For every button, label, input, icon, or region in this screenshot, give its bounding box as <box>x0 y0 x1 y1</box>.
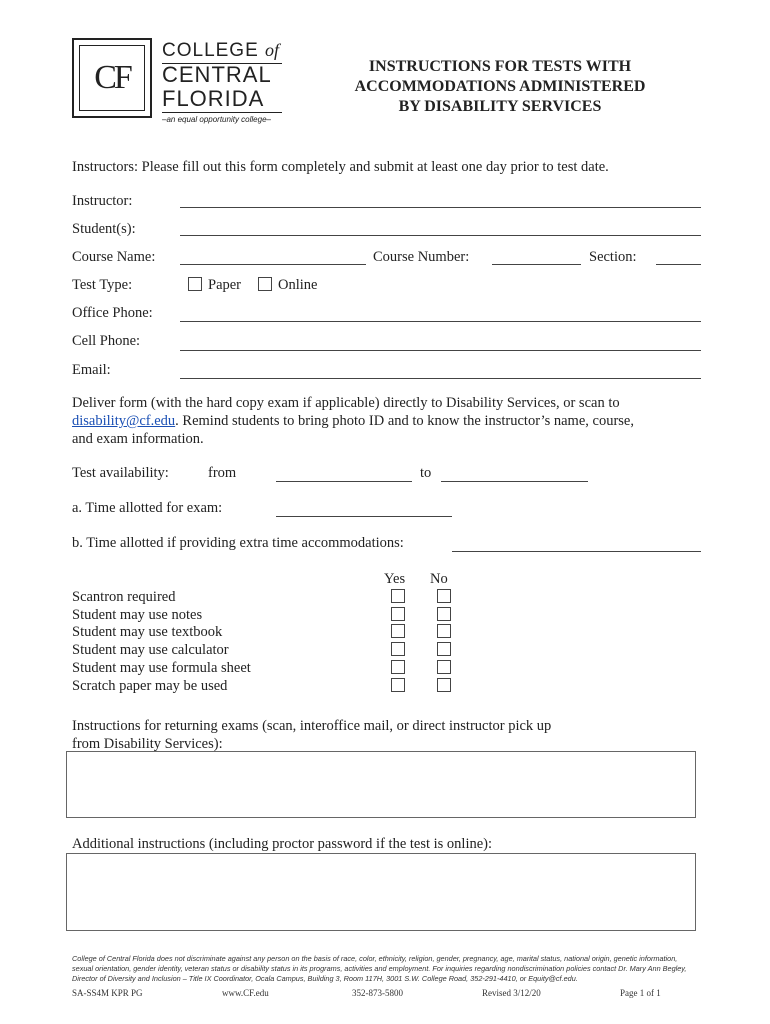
calculator-no-checkbox[interactable] <box>437 642 451 656</box>
deliver-line-2-text: . Remind students to bring photo ID and to know the instructor’s name, course, <box>175 413 634 429</box>
paper-label: Paper <box>208 277 242 293</box>
scantron-yes-checkbox[interactable] <box>391 589 405 603</box>
option-formula-sheet: Student may use formula sheet <box>72 660 251 676</box>
disability-email-link[interactable]: disability@cf.edu <box>72 413 176 429</box>
office-phone-field[interactable] <box>180 321 701 322</box>
additional-instructions-textarea[interactable] <box>66 853 696 931</box>
email-field[interactable] <box>180 378 701 379</box>
college-logo <box>72 38 152 118</box>
textbook-yes-checkbox[interactable] <box>391 624 405 638</box>
additional-instructions-label: Additional instructions (including proctor password if the test is online): <box>72 836 493 852</box>
notes-no-checkbox[interactable] <box>437 607 451 621</box>
formula-sheet-yes-checkbox[interactable] <box>391 660 405 674</box>
extra-time-label: b. Time allotted if providing extra time accommodations: <box>72 535 404 551</box>
cell-phone-label: Cell Phone: <box>72 333 141 349</box>
textbook-no-checkbox[interactable] <box>437 624 451 638</box>
deliver-line-2 <box>72 413 634 430</box>
online-checkbox[interactable] <box>258 277 272 291</box>
footer-page-number: Page 1 of 1 <box>620 988 661 998</box>
availability-to-field[interactable] <box>441 481 588 482</box>
test-type-label: Test Type: <box>72 277 133 293</box>
form-code: SA-SS4M KPR PG <box>72 988 143 998</box>
availability-from-label: from <box>208 465 237 481</box>
yes-column-header: Yes <box>384 571 406 587</box>
email-label: Email: <box>72 362 111 378</box>
students-label: Student(s): <box>72 221 136 237</box>
scratch-paper-no-checkbox[interactable] <box>437 678 451 692</box>
logo-word-college <box>162 40 279 62</box>
option-calculator: Student may use calculator <box>72 642 229 658</box>
return-instructions-line-1: Instructions for returning exams (scan, interoffice mail, or direct instructor pick up <box>72 718 552 734</box>
calculator-yes-checkbox[interactable] <box>391 642 405 656</box>
option-notes: Student may use notes <box>72 607 203 623</box>
return-instructions-textarea[interactable] <box>66 751 696 818</box>
logo-college-text: COLLEGE <box>162 40 259 61</box>
course-name-field[interactable] <box>180 264 366 265</box>
section-field[interactable] <box>656 264 701 265</box>
footer-website: www.CF.edu <box>222 988 269 998</box>
availability-label: Test availability: <box>72 465 169 481</box>
deliver-line-3: and exam information. <box>72 431 204 447</box>
course-number-field[interactable] <box>492 264 581 265</box>
formula-sheet-no-checkbox[interactable] <box>437 660 451 674</box>
availability-to-label: to <box>420 465 432 481</box>
logo-divider <box>162 112 282 113</box>
nondiscrimination-notice: College of Central Florida does not discriminate against any person on the basis of race, color, ethnicity, religion, gender, pregnancy, age, marital status, national origin, genetic information, sexual orientation, gender identity, veteran status or disability status in its programs, activities and employment. For inquiries regarding nondiscrimination policies contact Dr. Mary Ann Begley, Director of Diversity and Inclusion – Title IX Coordinator, Ocala Campus, Building 3, Room 117H, 3001 S.W. College Road, 352-291-4410, or Equity@cf.edu. <box>72 954 687 983</box>
no-column-header: No <box>430 571 448 587</box>
cell-phone-field[interactable] <box>180 350 701 351</box>
deliver-line-1: Deliver form (with the hard copy exam if applicable) directly to Disability Services, or scan to <box>72 395 620 411</box>
return-instructions-line-2: from Disability Services): <box>72 736 223 752</box>
footer-phone: 352-873-5800 <box>352 988 403 998</box>
logo-mark: CF <box>94 59 130 96</box>
logo-tagline: –an equal opportunity college– <box>162 115 271 124</box>
option-textbook: Student may use textbook <box>72 624 223 640</box>
paper-checkbox[interactable] <box>188 277 202 291</box>
office-phone-label: Office Phone: <box>72 305 153 321</box>
footer-revised: Revised 3/12/20 <box>482 988 541 998</box>
logo-emblem <box>79 45 145 111</box>
notes-yes-checkbox[interactable] <box>391 607 405 621</box>
section-label: Section: <box>589 249 637 265</box>
course-name-label: Course Name: <box>72 249 156 265</box>
logo-of-text: of <box>265 40 280 60</box>
availability-from-field[interactable] <box>276 481 412 482</box>
extra-time-field[interactable] <box>452 551 701 552</box>
scantron-no-checkbox[interactable] <box>437 589 451 603</box>
time-allotted-label: a. Time allotted for exam: <box>72 500 223 516</box>
course-number-label: Course Number: <box>373 249 470 265</box>
option-scantron: Scantron required <box>72 589 176 605</box>
intro-text: Instructors: Please fill out this form completely and submit at least one day prior to test date. <box>72 159 609 175</box>
option-scratch-paper: Scratch paper may be used <box>72 678 228 694</box>
students-field[interactable] <box>180 235 701 236</box>
form-title: INSTRUCTIONS FOR TESTS WITH ACCOMMODATIONS ADMINISTERED BY DISABILITY SERVICES <box>354 58 646 115</box>
logo-word-central: CENTRAL <box>162 62 272 87</box>
instructor-field[interactable] <box>180 207 701 208</box>
scratch-paper-yes-checkbox[interactable] <box>391 678 405 692</box>
logo-word-florida: FLORIDA <box>162 86 265 111</box>
online-label: Online <box>278 277 318 293</box>
time-allotted-field[interactable] <box>276 516 452 517</box>
instructor-label: Instructor: <box>72 193 133 209</box>
